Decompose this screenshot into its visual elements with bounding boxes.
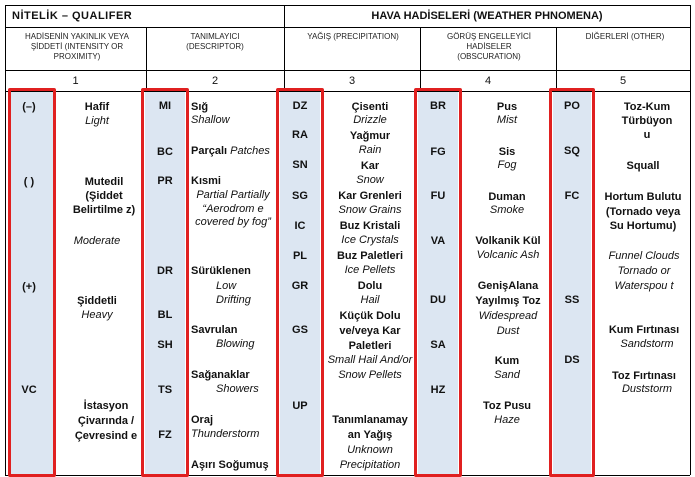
col2-code-sh: SH — [157, 339, 173, 351]
col2-en-partial: Partial Partially “Aerodrom e covered by fog” — [195, 189, 271, 228]
col3-code-gr: GR — [291, 280, 309, 292]
weather-phenomena-title: HAVA HADİSELERİ (WEATHER PHNOMENA) — [371, 10, 603, 22]
col5-tr-sandstorm: Kum Fırtınası — [608, 324, 680, 336]
col4-en-fog: Fog — [497, 159, 517, 171]
col3-code-up: UP — [292, 400, 308, 412]
col3-en-unknown: Unknown Precipitation — [339, 444, 401, 471]
col4-code-fu: FU — [430, 190, 446, 202]
col4-tr-mist: Pus — [496, 101, 518, 113]
col2-en-showers: Showers — [216, 383, 259, 395]
col4-en-volcanic-ash: Volcanic Ash — [476, 249, 540, 261]
col5-tr-duststorm: Toz Fırtınası — [612, 370, 676, 382]
col3-code-ic: IC — [294, 220, 306, 232]
col2-tr-drifting: Sürüklenen — [191, 265, 251, 277]
col5-tr-squall: Squall — [626, 160, 660, 172]
col4-en-sand: Sand — [494, 369, 520, 381]
col3-en-hail: Hail — [360, 294, 380, 306]
col4-code-sa: SA — [430, 339, 446, 351]
col4-tr-fog: Sis — [498, 146, 516, 158]
col4-tr-widespread-dust: GenişAlana Yayılmış Toz — [475, 280, 541, 307]
col2-en-drifting: Low Drifting — [216, 280, 251, 306]
col1-tr-vicinity: İstasyon Çivarında / Çevresind e — [74, 400, 138, 442]
col4-code-va: VA — [430, 235, 446, 247]
col4-en-haze: Haze — [494, 414, 520, 426]
col3-tr-small-hail: Küçük Dolu ve/veya Kar Paletleri — [339, 310, 401, 352]
col5-code-fc: FC — [564, 190, 580, 202]
col1-en-light: Light — [85, 115, 109, 127]
col2-en-shallow: Shallow — [191, 114, 230, 126]
col-number-5: 5 — [619, 75, 627, 87]
col4-en-widespread-dust: Widespread Dust — [478, 310, 538, 337]
col3-heading: YAĞIŞ (PRECIPITATION) — [307, 32, 399, 41]
col1-tr-heavy: Şiddetli — [77, 295, 117, 307]
col5-tr-funnel: Hortum Bulutu (Tornado veya Su Hortumu) — [604, 191, 682, 232]
col4-tr-volcanic-ash: Volkanik Kül — [475, 235, 541, 247]
col2-tr-partial: Kısmi — [191, 175, 221, 187]
col3-tr-snow-grains: Kar Grenleri — [338, 190, 402, 202]
col1-en-heavy: Heavy — [81, 309, 113, 321]
col2-en-patches: Patches — [230, 145, 270, 157]
col3-en-drizzle: Drizzle — [353, 114, 387, 126]
col3-code-ra: RA — [292, 129, 308, 141]
col5-code-sq: SQ — [564, 145, 580, 157]
col2-tr-blowing: Savrulan — [191, 324, 238, 336]
col5-code-po: PO — [564, 100, 580, 112]
col4-tr-sand: Kum — [494, 355, 520, 367]
col2-en-blowing: Blowing — [216, 338, 255, 350]
col4-code-br: BR — [430, 100, 446, 112]
col1-code-light: (–) — [22, 101, 36, 113]
col1-tr-light: Hafif — [84, 101, 110, 113]
col5-en-sandstorm: Sandstorm — [620, 338, 674, 350]
col4-code-hz: HZ — [430, 384, 446, 396]
col4-heading: GÖRÜŞ ENGELLEYİCİ HADİSELER (OBSCURATION) — [446, 32, 532, 61]
col2-code-bc: BC — [157, 146, 173, 158]
col2-code-pr: PR — [157, 175, 173, 187]
col4-code-du: DU — [430, 294, 446, 306]
col5-code-ss: SS — [564, 294, 580, 306]
col1-en-moderate: Moderate — [73, 235, 121, 247]
col2-en-thunderstorm: Thunderstorm — [191, 428, 260, 440]
col2-code-mi: MI — [158, 100, 172, 112]
col3-code-dz: DZ — [292, 100, 308, 112]
col5-heading: DİĞERLERİ (OTHER) — [585, 32, 665, 41]
col4-tr-smoke: Duman — [488, 191, 526, 203]
col2-code-fz: FZ — [158, 429, 172, 441]
col3-tr-unknown: Tanımlanamay an Yağış — [332, 414, 408, 441]
header-divider-2 — [5, 70, 690, 71]
col4-code-fg: FG — [430, 146, 446, 158]
col2-tr-patches: Parçalı — [191, 145, 228, 157]
col2-code-dr: DR — [157, 265, 173, 277]
col5-code-ds: DS — [564, 354, 580, 366]
col4-en-mist: Mist — [496, 114, 518, 126]
col3-tr-ice-crystals: Buz Kristali — [339, 220, 401, 232]
col3-en-ice-pellets: Ice Pellets — [344, 264, 396, 276]
col3-code-gs: GS — [292, 324, 308, 336]
col2-tr-shallow: Sığ — [191, 101, 209, 113]
col3-tr-rain: Yağmur — [349, 130, 391, 142]
col3-code-sg: SG — [292, 190, 308, 202]
header-divider-1 — [5, 27, 690, 28]
table-top-border — [5, 5, 690, 6]
col-number-3: 3 — [348, 75, 356, 87]
col3-en-snow: Snow — [356, 174, 384, 186]
col3-en-rain: Rain — [358, 144, 382, 156]
col3-en-ice-crystals: Ice Crystals — [341, 234, 399, 246]
col2-code-bl: BL — [157, 309, 173, 321]
col1-code-moderate: ( ) — [23, 176, 35, 188]
col3-tr-snow: Kar — [360, 160, 380, 172]
col2-tr-thunderstorm: Oraj — [191, 414, 214, 426]
qualifier-title: NİTELİK – QUALIFER — [12, 10, 133, 22]
col3-tr-drizzle: Çisenti — [351, 101, 389, 113]
table-right-border — [690, 5, 691, 475]
col5-en-funnel: Funnel Clouds Tornado or Waterspou t — [608, 250, 680, 292]
col3-tr-ice-pellets: Buz Paletleri — [336, 250, 404, 262]
col1-heading: HADİSENİN YAKINLIK VEYA ŞİDDETİ (INTENSITY OR PROXIMITY) — [24, 32, 130, 61]
col2-tr-showers: Sağanaklar — [191, 369, 250, 381]
col-number-4: 4 — [484, 75, 492, 87]
col5-en-duststorm: Duststorm — [621, 383, 673, 395]
col3-en-snow-grains: Snow Grains — [338, 204, 402, 216]
col-number-1: 1 — [72, 75, 79, 87]
col3-tr-hail: Dolu — [357, 280, 383, 292]
col4-en-smoke: Smoke — [489, 204, 525, 216]
col3-code-pl: PL — [292, 250, 308, 262]
col1-code-heavy: (+) — [22, 281, 36, 293]
col2-heading: TANIMLAYICI (DESCRIPTOR) — [186, 32, 244, 51]
col3-en-small-hail: Small Hail And/or Snow Pellets — [327, 354, 413, 381]
col1-tr-moderate: Mutedil (Şiddet Belirtilme z) — [72, 176, 136, 216]
col2-tr-freezing: Aşırı Soğumuş — [191, 459, 269, 471]
col-number-2: 2 — [211, 75, 219, 87]
col5-tr-dust-whirls: Toz-Kum Türbüyon u — [621, 101, 673, 141]
col1-code-vicinity: VC — [21, 384, 37, 396]
col4-tr-haze: Toz Pusu — [482, 400, 532, 412]
col2-patches-row — [191, 145, 270, 157]
col2-code-ts: TS — [157, 384, 173, 396]
col3-code-sn: SN — [292, 159, 308, 171]
